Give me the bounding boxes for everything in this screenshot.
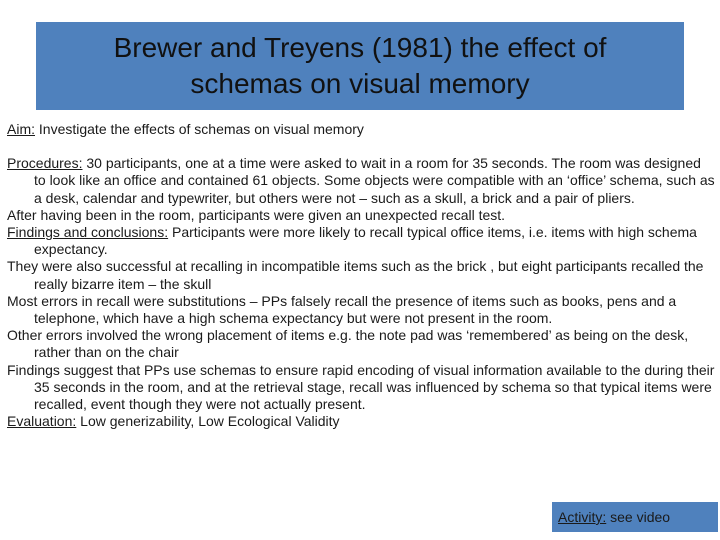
findings-paragraph [7, 224, 715, 258]
schema-conclusion-paragraph: Findings suggest that PPs use schemas to ensure rapid encoding of visual information available to the during their 35 seconds in the room, and at the retrieval stage, recall was influenced by schema so that typical items were recalled, event though they were not actually present. [7, 361, 715, 413]
activity-box [552, 502, 718, 532]
incompatible-items-paragraph: They were also successful at recalling in incompatible items such as the brick , but eight participants recalled the really bizarre item – the skull [7, 258, 704, 292]
aim-label: Aim: [7, 121, 35, 137]
slide-title-line-1: Brewer and Treyens (1981) the effect of [113, 32, 607, 63]
placement-errors-paragraph: Other errors involved the wrong placement of items e.g. the note pad was ‘remembered’ as being on the desk, rather than on the chair [7, 327, 689, 361]
slide-title-box [36, 22, 684, 110]
activity-text: see video [606, 509, 671, 525]
recall-test-paragraph: After having been in the room, participants were given an unexpected recall test. [7, 206, 506, 223]
evaluation-text: Low generizability, Low Ecological Validity [76, 413, 340, 430]
procedures-label: Procedures: [7, 155, 83, 172]
aim-paragraph [7, 121, 715, 138]
aim-text: Investigate the effects of schemas on visual memory [35, 121, 364, 137]
slide-body [7, 121, 715, 430]
procedures-paragraph [7, 155, 715, 207]
activity-label: Activity: [558, 509, 607, 525]
procedures-text: 30 participants, one at a time were asked to wait in a room for 35 seconds. The room was designed to look like an office and contained 61 objects. Some objects were compatible with an ‘office’ schema, such as a desk, calendar and typewriter, but others were not – such as a skull, a brick and a pair of pliers. [34, 155, 715, 206]
slide-title-line-2: schemas on visual memory [190, 68, 530, 99]
findings-text: Participants were more likely to recall typical office items, i.e. items with high schema expectancy. [34, 224, 697, 258]
evaluation-paragraph [7, 413, 715, 430]
findings-label: Findings and conclusions: [7, 224, 169, 241]
evaluation-label: Evaluation: [7, 413, 77, 430]
errors-paragraph: Most errors in recall were substitutions – PPs falsely recall the presence of items such as books, pens and a telephone, which have a high schema expectancy but were not present in the room. [7, 292, 677, 327]
